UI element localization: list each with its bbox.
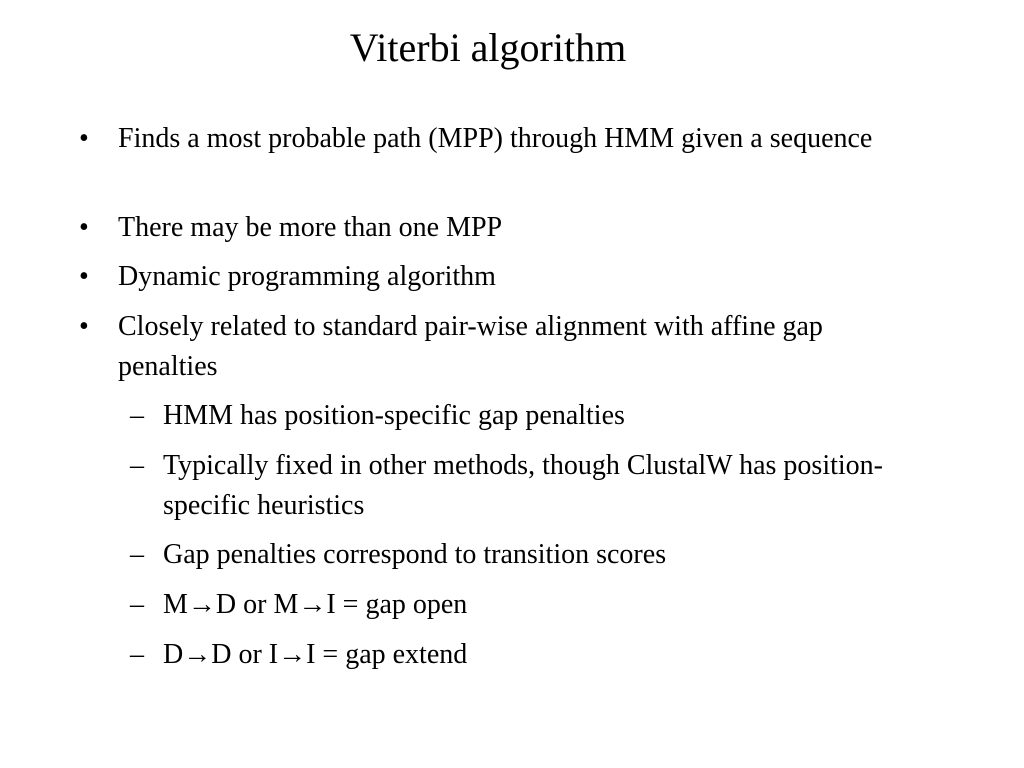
bullet-marker: •	[79, 123, 89, 154]
sub-bullet-item	[130, 535, 933, 575]
bullet-text: There may be more than one MPP	[118, 212, 503, 243]
bullet-text: Finds a most probable path (MPP) through HMM given a sequence	[118, 123, 873, 154]
sub-bullet-text: Gap penalties correspond to transition scores	[163, 539, 667, 570]
sub-bullet-marker: –	[130, 450, 144, 481]
sub-bullet-text: Typically fixed in other methods, though ClustalW has position-specific heuristics	[163, 450, 883, 521]
sub-bullet-item	[130, 446, 933, 526]
slide-title: Viterbi algorithm	[349, 25, 627, 70]
bullet-item	[79, 307, 928, 387]
sub-bullet-item	[130, 635, 933, 675]
bullet-item	[79, 119, 928, 159]
bullet-marker: •	[79, 261, 89, 292]
bullet-text: Dynamic programming algorithm	[118, 261, 496, 292]
bullet-item	[79, 208, 928, 248]
sub-bullet-item	[130, 585, 933, 625]
sub-bullet-marker: –	[130, 400, 144, 431]
bullet-marker: •	[79, 311, 89, 342]
sub-bullet-marker: –	[130, 639, 144, 670]
sub-bullet-text: HMM has position-specific gap penalties	[163, 400, 625, 431]
bullet-item	[79, 257, 928, 297]
sub-bullet-text: D→D or I→I = gap extend	[163, 639, 468, 670]
bullet-marker: •	[79, 212, 89, 243]
sub-bullet-marker: –	[130, 539, 144, 570]
sub-bullet-text: M→D or M→I = gap open	[163, 589, 468, 620]
sub-bullet-item	[130, 396, 933, 436]
bullet-text: Closely related to standard pair-wise alignment with affine gap penalties	[118, 311, 823, 382]
sub-bullet-marker: –	[130, 589, 144, 620]
